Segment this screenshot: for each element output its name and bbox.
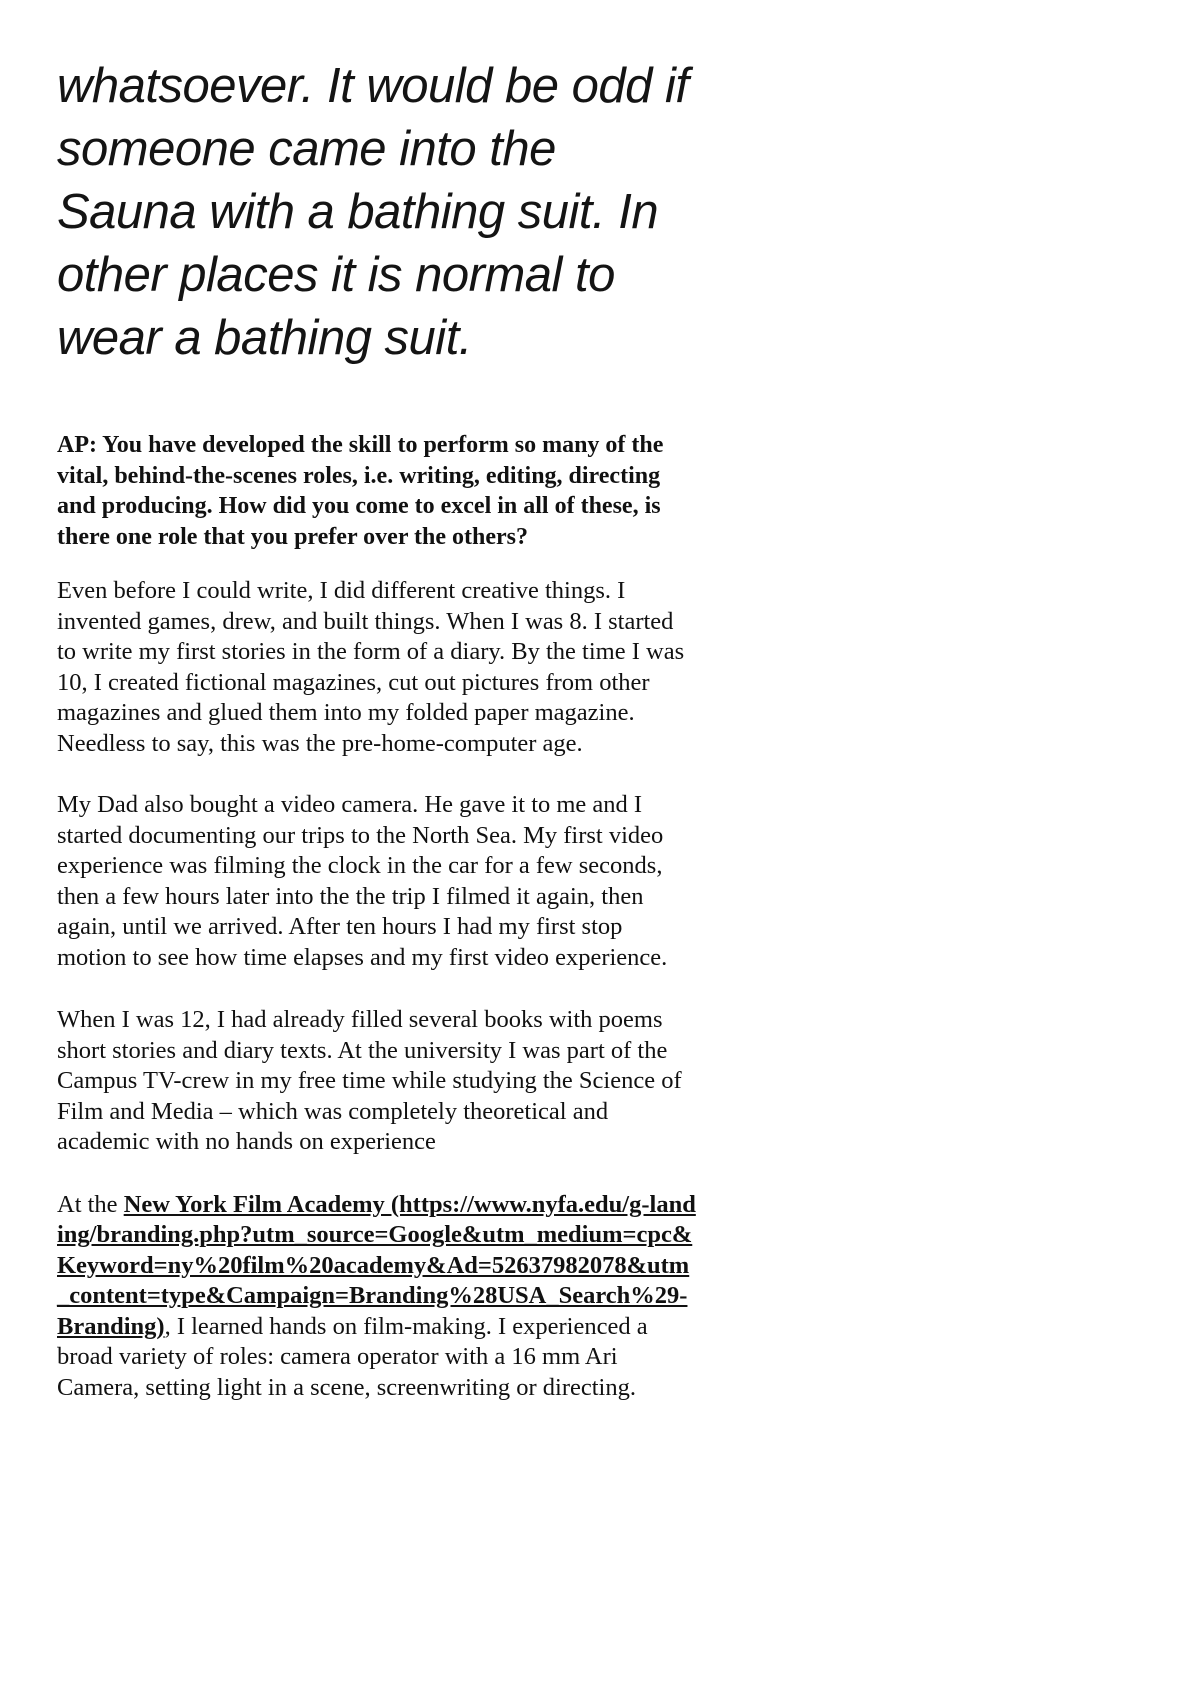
pull-quote: whatsoever. It would be odd if someone came into the Sauna with a bathing suit. In other places it is normal to wear a bathing suit. <box>57 59 689 365</box>
paragraph-4-suffix: , I learned hands on film-making. I experienced a broad variety of roles: camera operator with a 16 mm Ari Camera, setting light in a scene, screenwriting or directing. <box>57 1312 648 1401</box>
answer-paragraph-1: Even before I could write, I did different creative things. I invented games, drew, and built things. When I was 8. I started to write my first stories in the form of a diary. By the time I was 10, I created fictional magazines, cut out pictures from other magazines and glued them into my folded paper magazine. Needless to say, this was the pre-home-computer age. <box>57 577 685 757</box>
document-page <box>57 55 697 1403</box>
paragraph-4-prefix: At the <box>57 1190 124 1218</box>
answer-paragraph-4 <box>57 1190 697 1404</box>
interview-question: AP: You have developed the skill to perform so many of the vital, behind-the-scenes roles, i.e. writing, editing, directing and producing. How did you come to excel in all of these, is there one role that you prefer over the others? <box>57 432 664 550</box>
answer-paragraph-3: When I was 12, I had already filled several books with poems short stories and diary texts. At the university I was part of the Campus TV-crew in my free time while studying the Science of Film and Media – which was completely theoretical and academic with no hands on experience <box>57 1006 682 1155</box>
answer-paragraph-2: My Dad also bought a video camera. He gave it to me and I started documenting our trips to the North Sea. My first video experience was filming the clock in the car for a few seconds, then a few hours later into the the trip I filmed it again, then again, until we arrived. After ten hours I had my first stop motion to see how time elapses and my first video experience. <box>57 791 668 971</box>
nyfa-link[interactable]: New York Film Academy (https://www.nyfa.edu/g-landing/branding.php?utm_source=Google&utm_medium=cpc&Keyword=ny%20film%20academy&Ad=52637982078&utm_content=type&Campaign=Branding%28USA_Search%29-Branding) <box>57 1190 696 1340</box>
